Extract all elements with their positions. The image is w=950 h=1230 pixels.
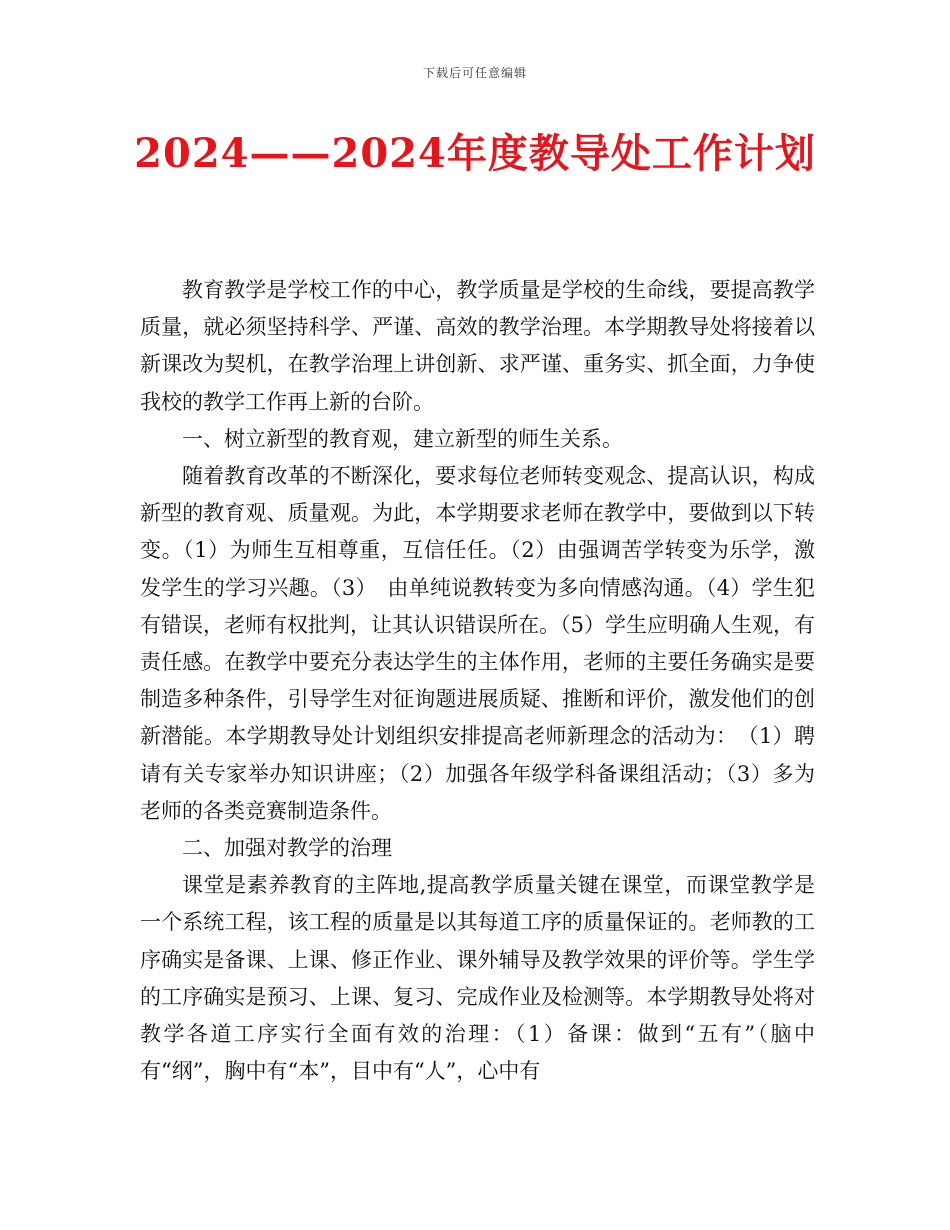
section-heading-1: 一、树立新型的教育观，建立新型的师生关系。 [182, 426, 623, 451]
paragraph-intro: 教育教学是学校工作的中心，教学质量是学校的生命线，要提高教学质量，就必须坚持科学、严谨、高效的教学治理。本学期教导处将接着以新课改为契机，在教学治理上讲创新、求严谨、重务实、抓全面，力争使我校的教学工作再上新的台阶。 [140, 278, 815, 414]
paragraph-section-2: 课堂是素养教育的主阵地,提高教学质量关键在课堂，而课堂教学是一个系统工程，该工程的质量是以其每道工序的质量保证的。老师教的工序确实是备课、上课、修正作业、课外辅导及教学效果的评价等。学生学的工序确实是预习、上课、复习、完成作业及检测等。本学期教导处将对教学各道工序实行全面有效的治理：（1）备课：做到“五有”（脑中有“纲”，胸中有“本”，目中有“人”，心中有 [140, 873, 815, 1084]
section-heading-2: 二、加强对教学的治理 [182, 836, 392, 861]
header-note: 下载后可任意编辑 [422, 66, 527, 80]
paragraph-section-1: 随着教育改革的不断深化，要求每位老师转变观念、提高认识，构成新型的教育观、质量观。为此，本学期要求老师在教学中，要做到以下转变。（1）为师生互相尊重，互信任任。（2）由强调苦学转变为乐学，激发学生的学习兴趣。（3） 由单纯说教转变为多向情感沟通。（4）学生犯有错误，老师有权批判，让其认识错误所在。（5）学生应明确人生观，有责任感。在教学中要充分表达学生的主体作用，老师的主要任务确实是要制造多种条件，引导学生对征询题进展质疑、推断和评价，激发他们的创新潜能。本学期教导处计划组织安排提高老师新理念的活动为： （1）聘请有关专家举办知识讲座；（2）加强各年级学科备课组活动；（3）多为老师的各类竞赛制造条件。 [140, 464, 815, 823]
document-body [140, 272, 815, 1090]
document-title: 2024——2024年度教导处工作计划 [134, 130, 816, 177]
